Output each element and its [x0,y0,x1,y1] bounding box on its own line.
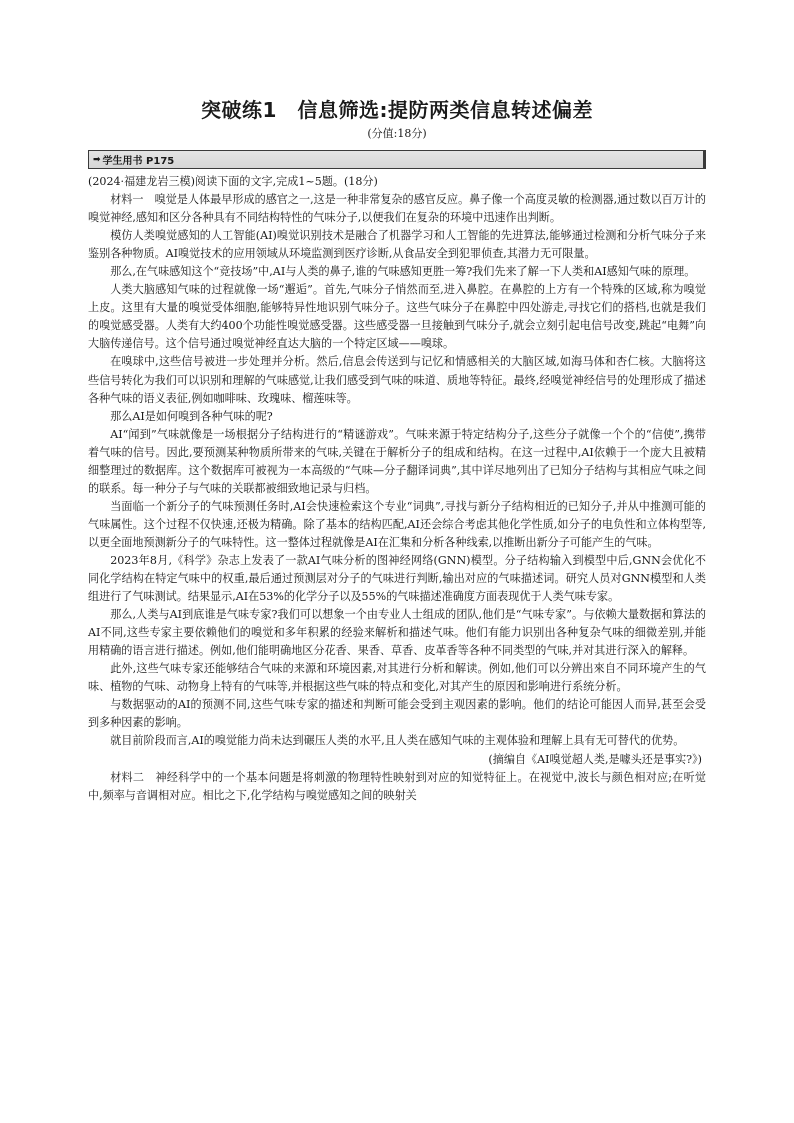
paragraph: 那么AI是如何嗅到各种气味的呢? [110,409,273,423]
student-book-banner [88,150,706,169]
paragraph: 那么,在气味感知这个“竞技场”中,AI与人类的鼻子,谁的气味感知更胜一筹?我们先来了解一下人类和AI感知气味的原理。 [110,265,696,279]
paragraph: 在嗅球中,这些信号被进一步处理并分析。然后,信息会传送到与记忆和情感相关的大脑区域,如海马体和杏仁核。大脑将这些信号转化为我们可以识别和理解的气味感觉,让我们感受到气味的味道、质地等特征。最终,经嗅觉神经信号的处理形成了描述各种气味的语义表征,例如咖啡味、玫瑰味、榴莲味等。 [88,355,706,405]
paragraph: 就目前阶段而言,AI的嗅觉能力尚未达到碾压人类的水平,且人类在感知气味的主观体验和理解上具有无可替代的优势。 [110,734,685,748]
material-label: 材料一 [110,193,144,207]
material-label: 材料二 [110,770,145,784]
page [88,96,706,805]
paragraph: AI“闻到”气味就像是一场根据分子结构进行的“精谜游戏”。气味来源于特定结构分子,这些分子就像一个个的“信使”,携带着气味的信号。因此,要预测某种物质所带来的气味,关键在于解析分子的组成和结构。在这一过程中,AI依赖于一个庞大且被精细整理过的数据库。这个数据库可被视为一本高级的“气味—分子翻译词典”,其中详尽地列出了已知分子结构与其相应气味之间的联系。每一种分子与气味的关联都被细致地记录与归档。 [88,427,706,495]
paragraph: 此外,这些气味专家还能够结合气味的来源和环境因素,对其进行分析和解读。例如,他们可以分辨出來自不同环境产生的气味、植物的气味、动物身上特有的气味等,并根据这些气味的特点和变化,对其产生的原因和影响进行系统分析。 [88,662,706,694]
paragraph: 当面临一个新分子的气味预测任务时,AI会快速检索这个专业“词典”,寻找与新分子结构相近的已知分子,并从中推测可能的气味属性。这个过程不仅快速,还极为精确。除了基本的结构匹配,AI还会综合考虑其他化学性质,如分子的电负性和立体构型等,以更全面地预测新分子的气味特性。这一整体过程就像是AI在汇集和分析各种线索,以推断出新分子可能产生的气味。 [88,499,706,549]
page-title: 突破练1 信息筛选:提防两类信息转述偏差 [201,98,593,122]
score-label: (分值:18分) [367,127,427,140]
banner-label: 学生用书 P175 [102,156,175,167]
paragraph: 模仿人类嗅觉感知的人工智能(AI)嗅觉识别技术是融合了机器学习和人工智能的先进算法,能够通过检测和分析气味分子来鉴别各种物质。AI嗅觉技术的应用领域从环境监测到医疗诊断,从食品安全到犯罪侦查,其潜力无可限量。 [88,229,706,261]
paragraph: 材料一 嗅觉是人体最早形成的感官之一,这是一种非常复杂的感官反应。鼻子像一个高度灵敏的检测器,通过数以百万计的嗅觉神经,感知和区分各种具有不同结构特性的气味分子,以便我们在复杂的环境中迅速作出判断。 [88,193,706,225]
question-intro: (2024·福建龙岩三模)阅读下面的文字,完成1~5题。(18分) [88,175,378,188]
paragraph: 与数据驱动的AI的预测不同,这些气味专家的描述和判断可能会受到主观因素的影响。他们的结论可能因人而异,甚至会受到多种因素的影响。 [88,698,706,730]
article-body [88,173,706,805]
source-citation: (摘编自《AI嗅觉超人类,是噱头还是事实?》) [488,752,702,766]
paragraph: 人类大脑感知气味的过程就像一场“邂逅”。首先,气味分子悄然而至,进入鼻腔。在鼻腔的上方有一个特殊的区域,称为嗅觉上皮。这里有大量的嗅觉受体细胞,能够特异性地识别气味分子。这些气味分子在鼻腔中四处游走,寻找它们的搭档,也就是我们的嗅觉感受器。人类有大约400个功能性嗅觉感受器。这些感受器一旦接触到气味分子,就会立刻引起电信号改变,跳起“电舞”向大脑传递信号。这个信号通过嗅觉神经直达大脑的一个特定区域——嗅球。 [88,283,706,351]
paragraph: 材料二 神经科学中的一个基本问题是将刺激的物理特性映射到对应的知觉特征上。在视觉中,波长与颜色相对应;在听觉中,频率与音调相对应。相比之下,化学结构与嗅觉感知之间的映射关 [88,770,706,802]
paragraph: 那么,人类与AI到底谁是气味专家?我们可以想象一个由专业人士组成的团队,他们是“气味专家”。与依赖大量数据和算法的AI不同,这些专家主要依赖他们的嗅觉和多年积累的经验来解析和描述气味。他们有能力识别出各种复杂气味的细微差别,并能用精确的语言进行描述。例如,他们能明确地区分花香、果香、草香、皮革香等各种不同类型的气味,并对其进行深入的解释。 [88,608,706,658]
paragraph: 2023年8月,《科学》杂志上发表了一款AI气味分析的图神经网络(GNN)模型。分子结构输入到模型中后,GNN会优化不同化学结构在特定气味中的权重,最后通过预测层对分子的气味进行判断,输出对应的气味描述词。研究人员对GNN模型和人类组进行了气味测试。结果显示,AI在53%的化学分子以及55%的气味描述准确度方面表现优于人类气味专家。 [88,553,706,604]
arrow-right-icon: ➡ [93,154,101,165]
